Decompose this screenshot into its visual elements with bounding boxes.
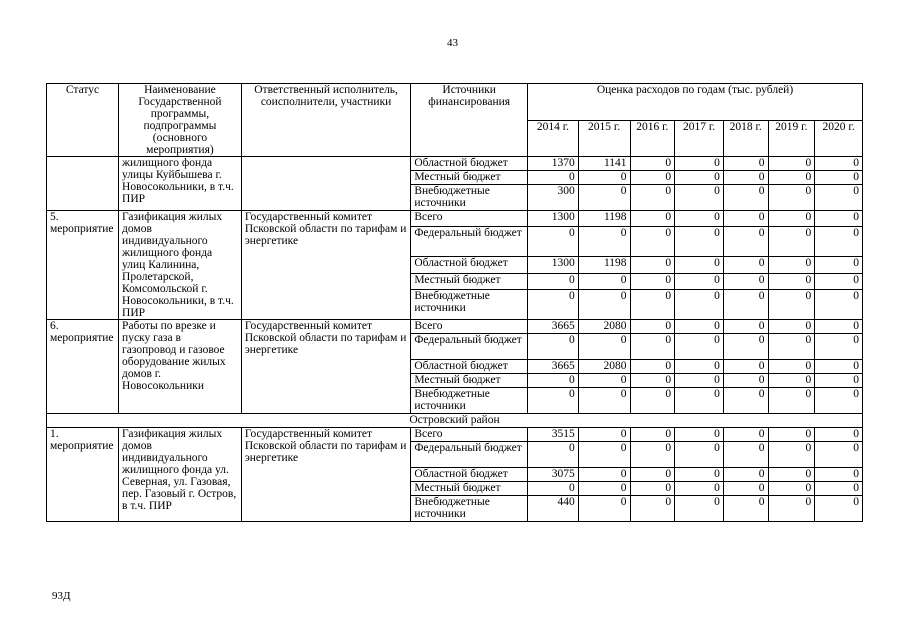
expense-value: 0 [768, 320, 815, 334]
header-year: 2014 г. [528, 120, 579, 157]
expense-value: 0 [723, 257, 768, 273]
expense-value: 0 [815, 428, 863, 442]
funding-source: Областной бюджет [411, 360, 528, 374]
expense-value: 0 [630, 428, 675, 442]
expense-value: 3665 [528, 360, 579, 374]
expense-value: 0 [630, 227, 675, 257]
funding-source: Федеральный бюджет [411, 442, 528, 468]
funding-source: Внебюджетные источники [411, 388, 528, 414]
expense-value: 0 [675, 157, 724, 171]
expense-value: 0 [630, 211, 675, 227]
expense-value: 0 [815, 211, 863, 227]
expense-value: 0 [630, 334, 675, 360]
funding-source: Областной бюджет [411, 257, 528, 273]
header-year: 2015 г. [578, 120, 630, 157]
expense-value: 2080 [578, 360, 630, 374]
activity-executor: Государственный комитет Псковской области по тарифам и энергетике [241, 211, 410, 320]
expense-value: 1300 [528, 211, 579, 227]
expense-value: 0 [675, 428, 724, 442]
expense-value: 0 [723, 482, 768, 496]
expense-value: 0 [768, 157, 815, 171]
expense-value: 3665 [528, 320, 579, 334]
expense-value: 0 [675, 442, 724, 468]
expense-value: 0 [815, 468, 863, 482]
expense-value: 0 [630, 257, 675, 273]
expense-value: 0 [528, 171, 579, 185]
header-year: 2020 г. [815, 120, 863, 157]
funding-source: Внебюджетные источники [411, 496, 528, 522]
expense-value: 0 [768, 227, 815, 257]
region-title: Островский район [47, 414, 863, 428]
expense-value: 0 [528, 442, 579, 468]
expense-value: 0 [675, 334, 724, 360]
table-row [47, 211, 863, 227]
expense-value: 1370 [528, 157, 579, 171]
expense-value: 0 [630, 171, 675, 185]
header-year: 2017 г. [675, 120, 724, 157]
expense-value: 0 [630, 273, 675, 289]
funding-source: Местный бюджет [411, 374, 528, 388]
funding-source: Всего [411, 320, 528, 334]
expense-value: 0 [768, 388, 815, 414]
expense-value: 0 [630, 468, 675, 482]
expense-value: 0 [630, 482, 675, 496]
expense-value: 0 [723, 360, 768, 374]
header-year: 2019 г. [768, 120, 815, 157]
expense-value: 0 [578, 289, 630, 319]
expense-value: 3515 [528, 428, 579, 442]
expense-value: 0 [723, 388, 768, 414]
expense-value: 440 [528, 496, 579, 522]
expense-value: 0 [768, 171, 815, 185]
expense-value: 0 [815, 171, 863, 185]
expense-value: 0 [528, 334, 579, 360]
expense-value: 0 [578, 468, 630, 482]
funding-source: Всего [411, 428, 528, 442]
expense-value: 0 [578, 227, 630, 257]
expense-value: 0 [675, 496, 724, 522]
activity-name: жилищного фонда улицы Куйбышева г. Новосокольники, в т.ч. ПИР [119, 157, 242, 211]
expense-value: 0 [675, 482, 724, 496]
expense-value: 0 [578, 185, 630, 211]
page-number: 43 [447, 37, 458, 49]
expense-value: 0 [528, 388, 579, 414]
expense-value: 0 [675, 360, 724, 374]
expense-value: 0 [675, 320, 724, 334]
expense-value: 0 [675, 273, 724, 289]
expense-value: 0 [675, 257, 724, 273]
activity-status [47, 157, 119, 211]
funding-source: Местный бюджет [411, 273, 528, 289]
expense-value: 0 [768, 273, 815, 289]
expense-value: 0 [815, 496, 863, 522]
expense-value: 0 [630, 157, 675, 171]
expense-value: 0 [578, 496, 630, 522]
expense-value: 0 [815, 374, 863, 388]
expense-value: 0 [630, 360, 675, 374]
expense-value: 0 [675, 388, 724, 414]
expense-value: 0 [675, 289, 724, 319]
expense-value: 0 [630, 289, 675, 319]
expense-value: 0 [723, 171, 768, 185]
expense-value: 0 [768, 211, 815, 227]
expense-value: 0 [723, 496, 768, 522]
expense-value: 1141 [578, 157, 630, 171]
expense-value: 0 [768, 185, 815, 211]
expense-value: 0 [630, 388, 675, 414]
expense-value: 0 [815, 185, 863, 211]
expense-value: 0 [815, 289, 863, 319]
funding-source: Федеральный бюджет [411, 334, 528, 360]
header-name: Наименование Государственной программы, подпрограммы (основного мероприятия) [119, 84, 242, 157]
expense-value: 0 [630, 185, 675, 211]
expense-value: 0 [723, 374, 768, 388]
expense-value: 0 [768, 482, 815, 496]
expense-value: 0 [723, 185, 768, 211]
expense-value: 0 [723, 157, 768, 171]
expense-value: 0 [630, 496, 675, 522]
expense-value: 0 [815, 157, 863, 171]
expense-value: 0 [723, 468, 768, 482]
activity-status: 5. мероприятие [47, 211, 119, 320]
expense-value: 0 [528, 289, 579, 319]
expense-value: 0 [675, 211, 724, 227]
expense-value: 3075 [528, 468, 579, 482]
expense-value: 0 [578, 388, 630, 414]
expense-value: 0 [768, 374, 815, 388]
table-row [47, 428, 863, 442]
expense-value: 0 [815, 388, 863, 414]
expense-value: 0 [815, 320, 863, 334]
expense-value: 1300 [528, 257, 579, 273]
funding-source: Областной бюджет [411, 157, 528, 171]
expense-value: 0 [768, 428, 815, 442]
expense-value: 0 [630, 374, 675, 388]
table-body [47, 157, 863, 522]
expense-value: 0 [768, 360, 815, 374]
expense-value: 0 [578, 273, 630, 289]
expense-value: 0 [768, 257, 815, 273]
header-status: Статус [47, 84, 119, 157]
expense-value: 0 [723, 320, 768, 334]
footer-code: 93Д [52, 590, 71, 602]
expense-value: 0 [578, 482, 630, 496]
activity-executor: Государственный комитет Псковской области по тарифам и энергетике [241, 428, 410, 522]
expense-value: 0 [723, 227, 768, 257]
expense-value: 0 [815, 482, 863, 496]
funding-source: Внебюджетные источники [411, 289, 528, 319]
expense-value: 0 [528, 374, 579, 388]
activity-name: Газификация жилых домов индивидуального жилищного фонда ул. Северная, ул. Газовая, пер. Газовый г. Остров, в т.ч. ПИР [119, 428, 242, 522]
expense-value: 0 [675, 171, 724, 185]
funding-source: Местный бюджет [411, 171, 528, 185]
table-header [47, 84, 863, 157]
expense-table [46, 83, 863, 522]
expense-value: 0 [723, 273, 768, 289]
header-estimate: Оценка расходов по годам (тыс. рублей) [528, 84, 863, 121]
expense-value: 0 [723, 289, 768, 319]
expense-value: 1198 [578, 211, 630, 227]
expense-value: 0 [815, 273, 863, 289]
expense-value: 1198 [578, 257, 630, 273]
expense-value: 0 [528, 482, 579, 496]
expense-value: 0 [723, 428, 768, 442]
activity-status: 1. мероприятие [47, 428, 119, 522]
expense-value: 0 [768, 334, 815, 360]
header-sources: Источники финансирования [411, 84, 528, 157]
funding-source: Всего [411, 211, 528, 227]
expense-value: 0 [815, 334, 863, 360]
activity-name: Газификация жилых домов индивидуального жилищного фонда улиц Калинина, Пролетарской, Комсомольской г. Новосокольники, в т.ч. ПИР [119, 211, 242, 320]
expense-value: 0 [768, 496, 815, 522]
table-row [47, 157, 863, 171]
expense-value: 0 [578, 428, 630, 442]
expense-value: 0 [815, 227, 863, 257]
expense-value: 0 [768, 289, 815, 319]
expense-value: 0 [578, 334, 630, 360]
expense-value: 0 [815, 442, 863, 468]
expense-value: 0 [578, 442, 630, 468]
expense-value: 0 [675, 468, 724, 482]
expense-value: 0 [675, 185, 724, 211]
header-year: 2016 г. [630, 120, 675, 157]
expense-value: 0 [578, 171, 630, 185]
region-row [47, 414, 863, 428]
expense-value: 0 [528, 227, 579, 257]
expense-value: 2080 [578, 320, 630, 334]
expense-value: 300 [528, 185, 579, 211]
expense-value: 0 [768, 468, 815, 482]
expense-value: 0 [723, 211, 768, 227]
activity-executor: Государственный комитет Псковской области по тарифам и энергетике [241, 320, 410, 414]
activity-executor [241, 157, 410, 211]
expense-value: 0 [675, 374, 724, 388]
expense-value: 0 [578, 374, 630, 388]
expense-value: 0 [630, 320, 675, 334]
expense-value: 0 [815, 257, 863, 273]
activity-name: Работы по врезке и пуску газа в газопровод и газовое оборудование жилых домов г. Новосокольники [119, 320, 242, 414]
expense-value: 0 [815, 360, 863, 374]
expense-value: 0 [723, 334, 768, 360]
funding-source: Внебюджетные источники [411, 185, 528, 211]
expense-value: 0 [630, 442, 675, 468]
funding-source: Областной бюджет [411, 468, 528, 482]
activity-status: 6. мероприятие [47, 320, 119, 414]
expense-value: 0 [723, 442, 768, 468]
expense-value: 0 [675, 227, 724, 257]
header-year: 2018 г. [723, 120, 768, 157]
expense-value: 0 [528, 273, 579, 289]
funding-source: Местный бюджет [411, 482, 528, 496]
expense-value: 0 [768, 442, 815, 468]
table-row [47, 320, 863, 334]
header-executor: Ответственный исполнитель, соисполнители, участники [241, 84, 410, 157]
funding-source: Федеральный бюджет [411, 227, 528, 257]
